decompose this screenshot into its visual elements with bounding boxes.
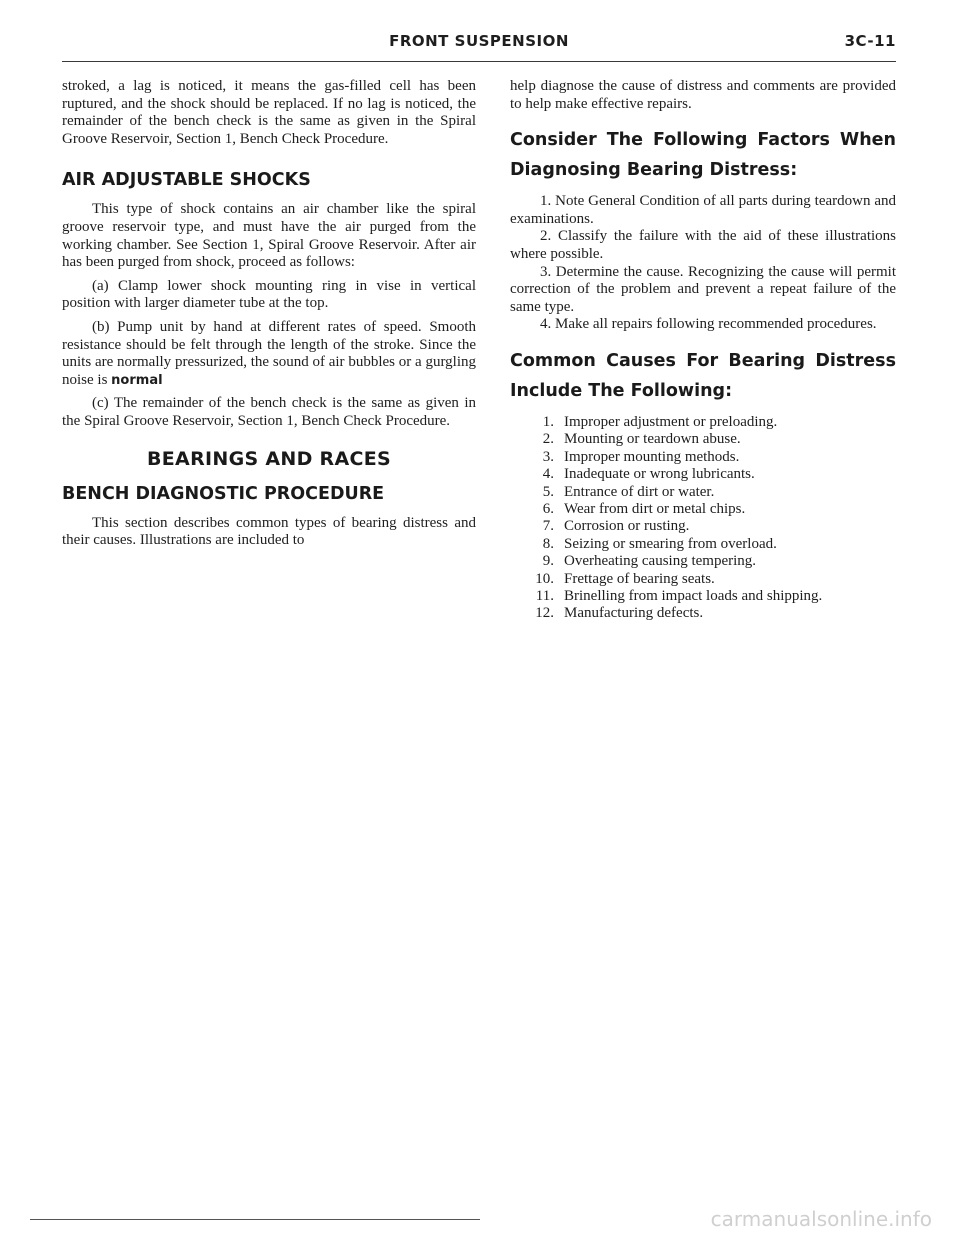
section-title: FRONT SUSPENSION — [389, 32, 569, 50]
air-paragraph: This type of shock contains an air chamber like the spiral groove reservoir type, and must have the air purged from the working chamber. See Section 1, Spiral Groove Reservoir. After air has been purged from shock, proceed as follows: — [62, 201, 476, 271]
intro-paragraph: stroked, a lag is noticed, it means the gas-filled cell has been ruptured, and the shock should be replaced. If no lag is noticed, the remainder of the bench check is the same as given in the Spiral Groove Reservoir, Section 1, Bench Check Procedure. — [62, 78, 476, 147]
step-b-text: (b) Pump unit by hand at different rates of speed. Smooth resistance should be felt through the length of the stroke. Since the units are normally pressurized, the sound of air bubbles or a gurgling noise is — [62, 318, 476, 388]
common-causes-heading: Common Causes For Bearing Distress Include The Following: — [510, 350, 896, 401]
list-item: 1. Improper adjustment or preloading. — [542, 413, 778, 430]
air-adjustable-heading: AIR ADJUSTABLE SHOCKS — [62, 170, 311, 191]
list-item: 11. Brinelling from impact loads and shipping. — [535, 588, 823, 604]
list-item: 8. Seizing or smearing from overload. — [542, 535, 777, 552]
step-a-paragraph: (a) Clamp lower shock mounting ring in vise in vertical position with larger diameter tube at the top. — [62, 277, 476, 312]
bench-diagnostic-heading: BENCH DIAGNOSTIC PROCEDURE — [62, 483, 385, 504]
page-header — [62, 32, 896, 56]
list-item: 2. Mounting or teardown abuse. — [542, 431, 741, 448]
factor-1: 1. Note General Condition of all parts during teardown and examinations. — [510, 193, 896, 227]
step-c-paragraph: (c) The remainder of the bench check is the same as given in the Spiral Groove Reservoir, Section 1, Bench Check Procedure. — [62, 395, 476, 429]
factor-4: 4. Make all repairs following recommended procedures. — [540, 316, 877, 333]
consider-heading: Consider The Following Factors When Diagnosing Bearing Distress: — [510, 130, 896, 181]
right-column — [510, 78, 896, 623]
bench-paragraph: This section describes common types of bearing distress and their causes. Illustrations are included to — [62, 514, 476, 549]
bearings-heading: BEARINGS AND RACES — [147, 447, 391, 470]
list-item: 10. Frettage of bearing seats. — [535, 570, 715, 587]
causes-list — [510, 414, 896, 623]
list-item: 4. Inadequate or wrong lubricants. — [542, 466, 755, 483]
normal-bold-word: normal — [111, 372, 163, 388]
list-item: 12. Manufacturing defects. — [535, 605, 704, 622]
footer-rule — [30, 1219, 480, 1220]
continued-paragraph: help diagnose the cause of distress and comments are provided to help make effective repairs. — [510, 78, 896, 112]
list-item: 5. Entrance of dirt or water. — [542, 483, 715, 500]
list-item: 7. Corrosion or rusting. — [542, 518, 690, 535]
left-column — [62, 78, 476, 550]
header-rule — [62, 61, 896, 62]
step-b-paragraph — [62, 319, 476, 389]
list-item: 6. Wear from dirt or metal chips. — [542, 500, 746, 517]
factor-3: 3. Determine the cause. Recognizing the cause will permit correction of the problem and prevent a repeat failure of the same type. — [510, 263, 896, 315]
watermark-text: carmanualsonline.info — [710, 1207, 932, 1231]
page-number: 3C-11 — [844, 32, 896, 50]
list-item: 3. Improper mounting methods. — [542, 448, 740, 465]
list-item: 9. Overheating causing tempering. — [542, 553, 757, 570]
factor-2: 2. Classify the failure with the aid of these illustrations where possible. — [510, 228, 896, 262]
